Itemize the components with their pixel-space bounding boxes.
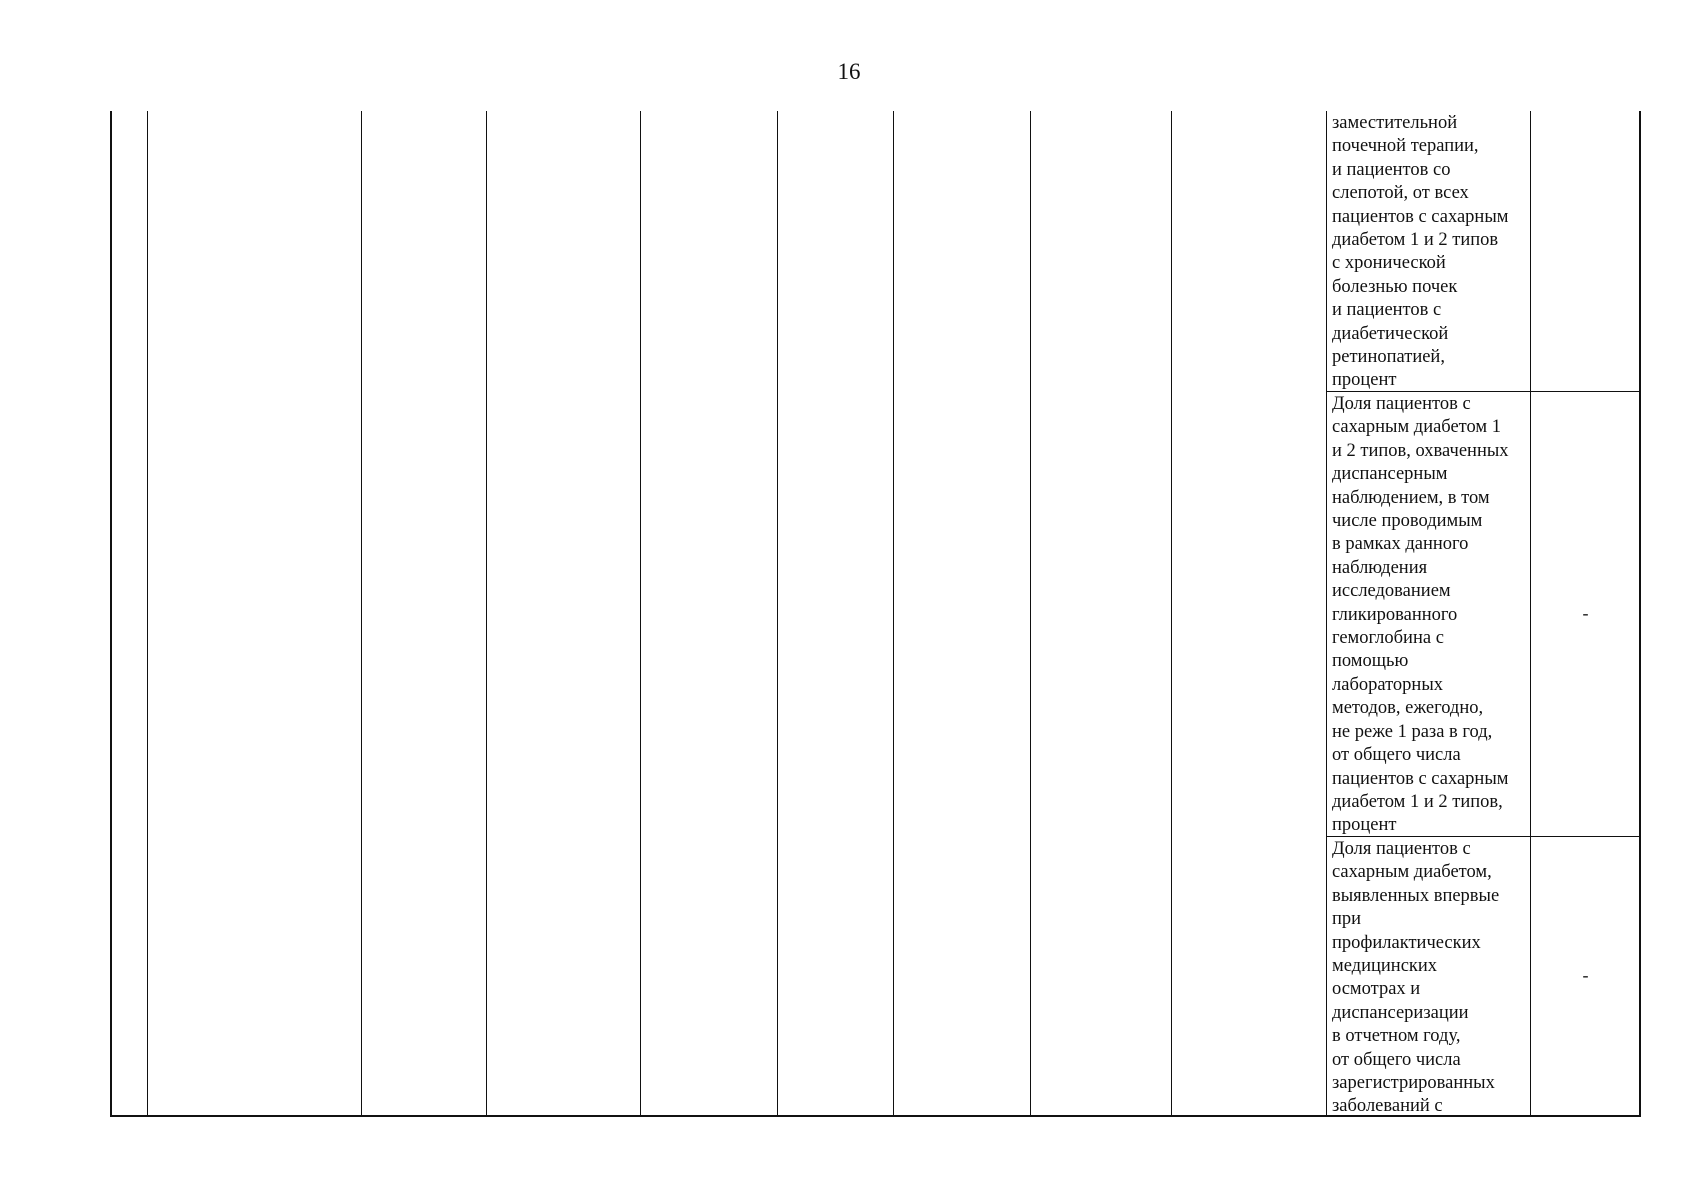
page-number: 16: [837, 59, 861, 84]
column-divider: [1030, 111, 1031, 1115]
document-table: [110, 111, 1641, 1117]
column-divider: [1171, 111, 1172, 1115]
column-divider: [486, 111, 487, 1115]
column-divider: [640, 111, 641, 1115]
column-divider: [777, 111, 778, 1115]
column-divider: [893, 111, 894, 1115]
value-cell: -: [1582, 603, 1589, 623]
indicator-cell: Доля пациентов с сахарным диабетом 1 и 2 типов, охваченных диспансерным наблюдением, в том числе проводимым в рамках данного наблюдения исследованием гликированного гемоглобина с помощью лабораторных методов, ежегодно, не реже 1 раза в год, от общего числа пациентов с сахарным диабетом 1 и 2 типов, процент: [1332, 394, 1509, 836]
value-cell: -: [1582, 965, 1589, 985]
indicator-cell: Доля пациентов с сахарным диабетом, выявленных впервые при профилактических медицинских осмотрах и диспансеризации в отчетном году, от общего числа зарегистрированных заболеваний с: [1332, 839, 1500, 1117]
column-divider: [361, 111, 362, 1115]
indicator-cell: заместительной почечной терапии, и пациентов со слепотой, от всех пациентов с сахарным диабетом 1 и 2 типов с хронической болезнью почек и пациентов с диабетической ретинопатией, процент: [1332, 113, 1509, 391]
column-divider: [1326, 111, 1327, 1115]
column-divider: [147, 111, 148, 1115]
